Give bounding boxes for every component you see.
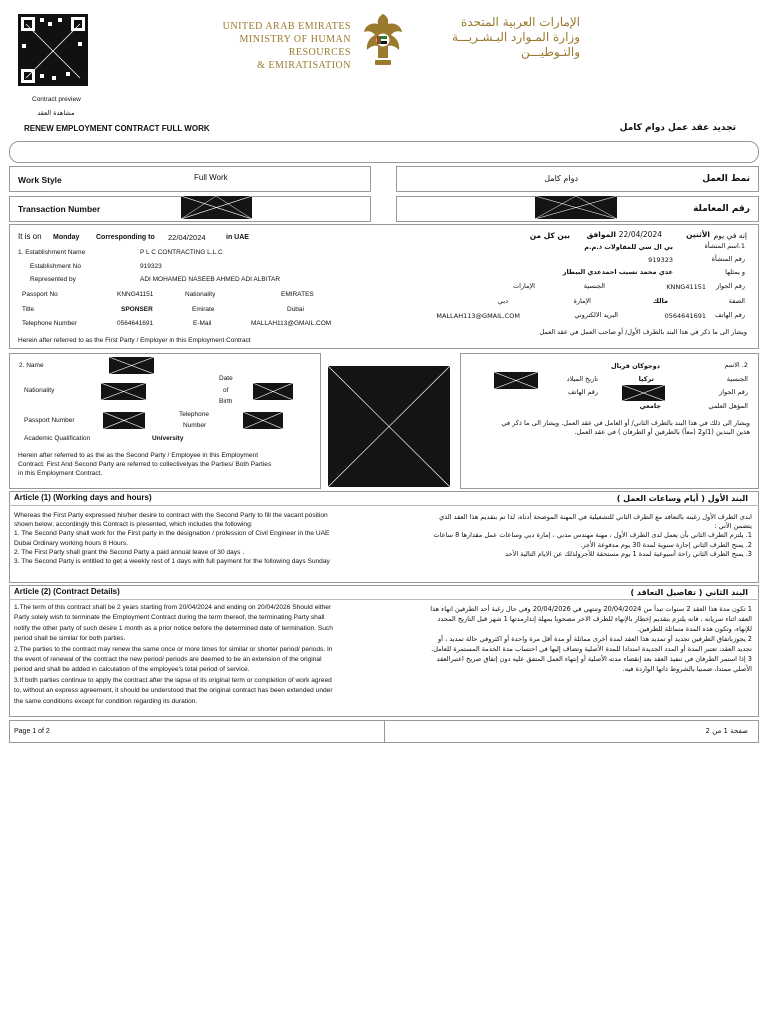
article-1-body-ar	[392, 513, 752, 559]
passport-label: Passport No	[22, 291, 58, 298]
article-line: 3. The Second Party is entitled to get a weekly rest of 1 days with full payment for the following days Sunday	[14, 558, 330, 566]
qr-code	[18, 14, 88, 86]
redacted-dob	[253, 383, 293, 400]
email-label-ar: البريد الالكتروني	[574, 311, 618, 319]
contract-preview-label: Contract preview	[32, 96, 81, 103]
qualification-label: Academic Qualification	[24, 435, 91, 442]
ministry-line-2: MINISTRY OF HUMAN RESOURCES	[239, 34, 351, 58]
article-line: 3.If both parties continue to apply the contract after the lapse of its original term or completion of work agreed	[14, 676, 332, 684]
passport-value-ar: KNNG41151	[666, 283, 706, 291]
email-value-ar: MALLAH113@GMAIL.COM	[436, 312, 520, 320]
title-value: SPONSER	[121, 306, 153, 313]
est-no-value: 919323	[140, 263, 162, 270]
date-value: 22/04/2024	[168, 233, 206, 242]
redacted-tel	[243, 412, 283, 429]
rep-value: ADI MOHAMED NASEEB AHMED ADI ALBITAR	[140, 276, 281, 283]
herein-line-ar: هذين البندين (1او2 (معاً) بالطرفين أو الطرفان ) في عقد العمل.	[574, 428, 750, 437]
nationality-label: Nationality	[185, 291, 216, 298]
emirate-label: Emirate	[192, 306, 215, 313]
tel-label-2a: Telephone	[179, 411, 209, 418]
passport-label-ar-2: رقم الجواز	[719, 388, 748, 396]
article-2-title-en: Article (2) (Contract Details)	[14, 587, 120, 596]
dob-label-ar: تاريخ الميلاد	[566, 375, 598, 383]
redacted-nationality	[101, 383, 146, 400]
est-name-value-ar: بي ال سي للمقاولات ذ.م.م	[584, 243, 673, 251]
corresponding-label: Corresponding to	[96, 234, 155, 241]
article-line: shown below; accordingly this Contract is presented, which includes the following:	[14, 521, 253, 529]
est-no-value-ar: 919323	[648, 256, 673, 264]
name-label: 2. Name	[19, 362, 44, 369]
article-line: notify the other party of such desire 1 month as a prior notice before the determined date of termination. Such	[14, 624, 333, 632]
name-label-ar: 2. الاسم	[724, 361, 748, 369]
est-name-label-ar: 1.اسم المنشأة	[704, 242, 745, 250]
dob-label-1: Date	[219, 375, 233, 382]
qr-code-image	[18, 14, 88, 86]
footer-divider	[384, 721, 385, 742]
first-party-herein-ar: ويشار الى ما ذكر في هذا البند بالطرف الأول/ أو صاحب العمل في عقد العمل	[539, 328, 747, 336]
ministry-ar-line-3: والتـوطيـــن	[521, 45, 580, 59]
article-1-body-en	[14, 511, 374, 566]
article-1-title-en: Article (1) (Working days and hours)	[14, 493, 152, 502]
emirate-value: Dubai	[287, 306, 304, 313]
nationality-value: EMIRATES	[281, 291, 314, 298]
redacted-transaction-number-ar	[535, 196, 617, 219]
first-party-herein-en: Herein after referred to as the First Party / Employer in this Employment Contract	[18, 337, 251, 344]
header-divider-bar	[9, 141, 759, 163]
dob-label-3: Birth	[219, 398, 233, 405]
article-line: 2.The parties to the contract may renew the same once or more times for similar or shorter period/ periods. In	[14, 645, 333, 653]
nationality-value-ar-2: تركيا	[638, 375, 654, 383]
article-1-title-divider	[9, 505, 759, 506]
transaction-label: Transaction Number	[18, 204, 101, 214]
rep-label: Represented by	[30, 276, 76, 283]
emirate-value-ar: دبي	[497, 297, 508, 305]
between-label-ar: بين كل من	[529, 231, 570, 240]
article-line: to, without an express agreement, it should be understood that the original contract has been extended under	[14, 687, 333, 695]
title-value-ar: مالك	[653, 297, 668, 305]
tel-value: 0564641691	[117, 320, 154, 327]
tel-label-ar-2: رقم الهاتف	[568, 388, 598, 396]
nationality-label-ar: الجنسية	[583, 282, 605, 290]
work-style-label: Work Style	[18, 175, 62, 185]
work-style-label-ar: نمط العمل	[702, 174, 750, 184]
article-line: يتضمن الآتي :	[714, 522, 752, 531]
herein-line: in this Employment Contract.	[18, 470, 103, 478]
tel-label: Telephone Number	[22, 320, 77, 327]
tel-value-ar: 0564641691	[664, 312, 706, 320]
rep-label-ar: و يمثلها	[725, 268, 745, 276]
tel-label-ar: رقم الهاتف	[715, 311, 745, 319]
day-value: Monday	[53, 234, 80, 241]
page-number-ar: صفحة 1 من 2	[705, 727, 748, 735]
article-line: الأصلي ممتدا، ضمنيا بالشروط ذاتها الواردة فيه.	[622, 665, 752, 673]
uae-emblem-icon	[361, 10, 405, 68]
day-value-ar: الأثنين	[686, 230, 710, 239]
herein-line-ar: ويشار الى ذلك في هذا البند بالطرف الثاني/ أو العامل في عقد العمل. ويشار الى ما ذكر في	[501, 419, 750, 427]
work-style-row-ar	[396, 166, 759, 192]
page-footer	[9, 720, 759, 743]
article-line: تجديد العقد، تعتبر المدة أو المدد الجديدة امتدادا للمدة الأصلية وتضاف إليها في احتساب مدة الخدمة المستمرة للعامل.	[431, 645, 752, 653]
it-is-on-label: It is on	[18, 232, 42, 241]
ministry-name-en	[188, 20, 351, 72]
work-style-value: Full Work	[194, 173, 228, 182]
article-line: 2 يجوزباتفاق الطرفين تجديد أو تمديد هذا العقد لمدة أخرى مماثلة أو مدة أقل مرة واحدة أو اكثروفي حالة تمديد ، أو	[438, 635, 752, 643]
redacted-passport	[103, 412, 145, 429]
title-label-ar: الصفة	[728, 297, 745, 305]
article-line: 2. The First Party shall grant the Second Party a paid annual leave of 30 days .	[14, 548, 245, 556]
transaction-label-ar: رقم المعاملة	[693, 204, 750, 214]
qualification-label-ar: المؤهل العلمي	[708, 402, 748, 410]
qualification-value-ar: جامعي	[639, 402, 661, 410]
emirate-label-ar: الإمارة	[573, 297, 591, 305]
nationality-label-2: Nationality	[24, 387, 55, 394]
est-no-label: Establishment No	[30, 263, 81, 270]
name-value-ar: دوجوكان قربال	[611, 362, 660, 370]
article-2-title-divider	[9, 599, 759, 600]
article-line: the event of renewal of the contract the new period/ periods are deemed to be an extension of the original	[14, 656, 322, 664]
corresponding-label-ar: الموافق	[586, 230, 616, 239]
date-value-ar: 22/04/2024	[618, 230, 662, 239]
article-line: ابدى الطرف الأول رغبته بالتعاقد مع الطرف الثاني للتشغيلية في المهنة الموضحة أدناه، لذا تم بتقديم هذا العقد الذي	[439, 513, 752, 521]
email-value: MALLAH113@GMAIL.COM	[251, 320, 332, 327]
article-line: 1. يلتزم الطرف الثاني بأن يعمل لدى الطرف الأول ، مهنة مهندس مدني ، إمارة دبي وساعات عمل مقدارها 8 ساعات	[433, 531, 752, 540]
redacted-passport-ar	[622, 385, 665, 401]
ministry-name-ar	[415, 15, 580, 60]
ministry-line-1: UNITED ARAB EMIRATES	[222, 21, 351, 32]
article-line: Whereas the First Party expressed his/her desire to contract with the Second Party to fill the vacant position	[14, 512, 328, 519]
qualification-value: University	[152, 435, 184, 442]
article-line: 1 تكون مدة هذا العقد 2 سنوات تبدأ من 20/04/2024 وتنتهي في 20/04/2026 وفي حال رغبة أحد الطرفين انهاء هذا	[430, 605, 752, 613]
contract-title-ar: تجديد عقد عمل دوام كامل	[619, 123, 736, 133]
work-style-value-ar: دوام كامل	[544, 174, 578, 183]
employee-photo-redacted	[328, 366, 450, 487]
est-name-value: P L C CONTRACTING L.L.C	[140, 249, 223, 256]
article-2-body-ar	[392, 604, 752, 674]
article-line: 1.The term of this contract shall be 2 years starting from 20/04/2024 and ending on 20/04/2026 Should either	[14, 604, 332, 611]
page-number-en: Page 1 of 2	[14, 728, 50, 735]
article-line: period shall be similar for both parties.	[14, 635, 126, 643]
contract-preview-label-ar: مشاهدة العقد	[37, 109, 75, 117]
redacted-transaction-number	[181, 196, 252, 219]
title-label: Title	[22, 306, 35, 313]
article-line: period and shall be added in calculation of the employee's total period of service.	[14, 666, 250, 674]
dob-label-2: of	[223, 387, 229, 394]
article-line: العقد اثناء سريانه ، فانه يلتزم بتقديم إخطار بالإنهاء للطرف الاخر مصحوبا بمهلة إنذارمدتها 1 شهر قبل التاريخ المحدد	[437, 615, 752, 623]
email-label: E-Mail	[193, 320, 212, 327]
article-line: 2. يمنح الطرف الثاني إجازة سنوية لمدة 30 يوم مدفوعة الأجر.	[580, 540, 752, 549]
redacted-dob-ar	[494, 372, 538, 389]
ministry-line-3: & EMIRATISATION	[257, 60, 351, 71]
contract-title-en: RENEW EMPLOYMENT CONTRACT FULL WORK	[24, 124, 210, 133]
article-line: Dubai Ordinary working hours 8 Hours.	[14, 539, 128, 547]
passport-value: KNNG41151	[117, 291, 154, 298]
ministry-ar-line-1: الإمارات العربية المتحدة	[461, 15, 580, 29]
article-2-title-ar: البند الثاني ( تفاصيل التعاقد )	[630, 588, 748, 597]
article-1-title-ar: البند الأول ( أيام وساعات العمل )	[616, 494, 748, 503]
article-line: the same conditions except for condition regarding its duration.	[14, 697, 198, 705]
article-line: 3. يمنح الطرف الثاني راحة أسبوعية لمدة 1 يوم مستحقة للأجرولذلك عن الايام التالية الأحد	[505, 549, 752, 558]
second-party-herein-ar	[470, 419, 750, 437]
tel-label-2b: Number	[183, 422, 207, 429]
rep-value-ar: عدي محمد نسيب احمدعدي البيطار	[562, 268, 673, 276]
article-line: للإنهاء، وتكون هذه المدة متماثلة للطرفين.	[637, 625, 752, 633]
second-party-herein-en	[18, 451, 318, 479]
ministry-ar-line-2: وزارة المـوارد البـشـريـــة	[451, 30, 580, 44]
passport-label-2: Passport Number	[24, 417, 75, 424]
article-line: Party solely wish to terminate the Employment Contract during the term thereof, the terminating Party shall	[14, 614, 325, 622]
redacted-name	[109, 357, 154, 374]
est-no-label-ar: رقم المنشأة	[711, 255, 745, 263]
passport-label-ar: رقم الجواز	[716, 282, 745, 290]
in-uae-label: in UAE	[226, 234, 249, 241]
est-name-label: 1. Establishment Name	[18, 249, 86, 256]
nationality-label-ar-2: الجنسية	[726, 375, 748, 383]
article-line: 1. The Second Party shall work for the First party in the designation / profession of Civil Engineer in the UAE	[14, 530, 330, 538]
herein-line: Herein after referred to as the as the Second Party / Employee in this Employment	[18, 452, 259, 459]
nationality-value-ar: الإمارات	[512, 282, 535, 290]
article-line: 3 إذا استمر الطرفان في تنفيذ العقد بعد إنقضاء مدته الأصلية أو إنتهاء العمل المتفق عليه دون إتفاق صريح اعتبرالعقد	[436, 655, 752, 663]
it-is-on-label-ar: إنه في يوم	[713, 231, 747, 240]
article-2-body-en	[14, 603, 376, 707]
work-style-row-en	[9, 166, 371, 192]
herein-line: Contract. First And Second Party are referred to collectivelyas the Parties/ Both Parties	[18, 461, 272, 469]
